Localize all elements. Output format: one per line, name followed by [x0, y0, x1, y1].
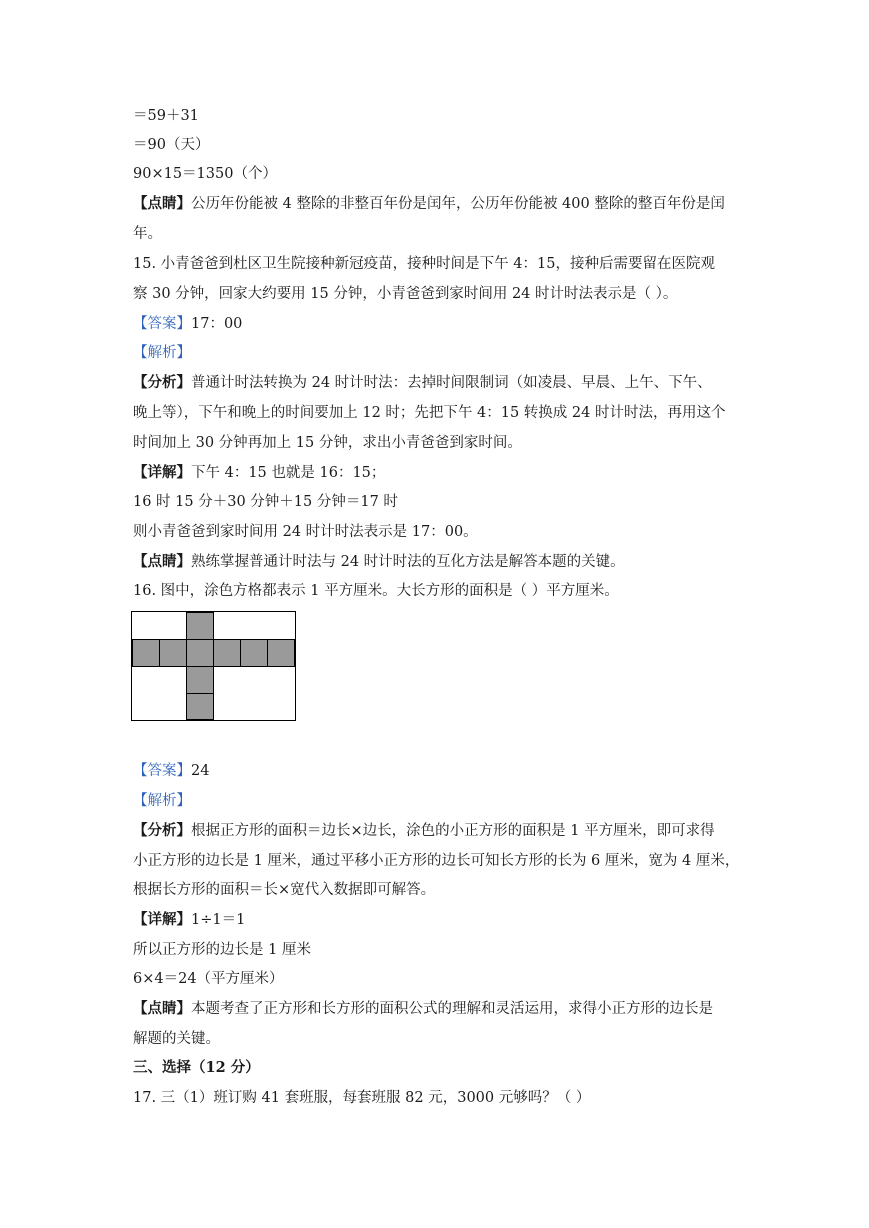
section-heading: 三、选择（12 分） — [133, 1059, 260, 1076]
calc-line-2: ＝90（天） — [133, 137, 210, 153]
shaded-square — [159, 639, 187, 667]
fenxi-16-line-2: 小正方形的边长是 1 厘米，通过平移小正方形的边长可知长方形的长为 6 厘米，宽为 4 厘米， — [133, 853, 740, 869]
dianjing-text: 公历年份能被 4 整除的非整百年份是闰年，公历年份能被 400 整除的整百年份是闰 — [191, 196, 725, 212]
shaded-square — [186, 666, 214, 694]
question-16: 16. 图中，涂色方格都表示 1 平方厘米。大长方形的面积是（ ）平方厘米。 — [133, 583, 619, 599]
dianjing-15 — [133, 552, 743, 572]
xiangjie-16-line-2: 所以正方形的边长是 1 厘米 — [133, 942, 311, 958]
dianjing-16-line-1 — [133, 999, 743, 1019]
shaded-square — [186, 612, 214, 640]
answer-tag: 【答案】 — [133, 763, 191, 779]
fenxi-16-line-3: 根据长方形的面积＝长×宽代入数据即可解答。 — [133, 882, 436, 898]
fenxi-tag: 【分析】 — [133, 374, 191, 391]
dianjing-tag: 【点睛】 — [133, 553, 191, 570]
area-figure — [131, 611, 296, 721]
dianjing-tag: 【点睛】 — [133, 1000, 191, 1017]
xiangjie-15-line-3: 则小青爸爸到家时间用 24 时计时法表示是 17：00。 — [133, 524, 478, 540]
xiangjie-16-line-3: 6×4＝24（平方厘米） — [133, 971, 284, 987]
xiangjie-15-line-2: 16 时 15 分＋30 分钟＋15 分钟＝17 时 — [133, 494, 398, 510]
dianjing-tag: 【点睛】 — [133, 195, 191, 212]
dianjing-text: 本题考查了正方形和长方形的面积公式的理解和灵活运用，求得小正方形的边长是 — [191, 1001, 713, 1017]
fenxi-text: 根据正方形的面积＝边长×边长，涂色的小正方形的面积是 1 平方厘米，即可求得 — [191, 823, 715, 839]
question-15-line-1: 15. 小青爸爸到杜区卫生院接种新冠疫苗，接种时间是下午 4：15，接种后需要留在医院观 — [133, 256, 715, 272]
calc-line-1: ＝59＋31 — [133, 108, 199, 124]
jiexi-16: 【解析】 — [133, 793, 191, 809]
answer-16 — [133, 761, 743, 781]
fenxi-15-line-2: 晚上等），下午和晚上的时间要加上 12 时；先把下午 4：15 转换成 24 时计时法，再用这个 — [133, 405, 726, 421]
answer-value: 24 — [191, 763, 210, 779]
dianjing-16-line-2: 解题的关键。 — [133, 1031, 220, 1047]
jiexi-15: 【解析】 — [133, 345, 191, 361]
xiangjie-tag: 【详解】 — [133, 464, 191, 481]
fenxi-15-line-3: 时间加上 30 分钟再加上 15 分钟，求出小青爸爸到家时间。 — [133, 435, 522, 451]
xiangjie-15-line-1 — [133, 463, 743, 483]
xiangjie-tag: 【详解】 — [133, 911, 191, 928]
shaded-square — [213, 639, 241, 667]
xiangjie-16-line-1 — [133, 910, 743, 930]
fenxi-tag: 【分析】 — [133, 822, 191, 839]
xiangjie-text: 下午 4：15 也就是 16：15； — [191, 465, 386, 481]
answer-value: 17：00 — [191, 316, 243, 332]
dianjing-14-cont: 年。 — [133, 226, 162, 242]
dianjing-text: 熟练掌握普通计时法与 24 时计时法的互化方法是解答本题的关键。 — [191, 554, 625, 570]
shaded-square — [132, 639, 160, 667]
dianjing-14 — [133, 194, 743, 214]
fenxi-16-line-1 — [133, 821, 743, 841]
shaded-square — [267, 639, 295, 667]
shaded-square — [240, 639, 268, 667]
fenxi-15-line-1 — [133, 373, 743, 393]
shaded-square — [186, 639, 214, 667]
question-17: 17. 三（1）班订购 41 套班服，每套班服 82 元，3000 元够吗？（ ） — [133, 1090, 591, 1106]
question-15-line-2: 察 30 分钟，回家大约要用 15 分钟，小青爸爸到家时间用 24 时计时法表示是（ ）。 — [133, 286, 678, 302]
answer-tag: 【答案】 — [133, 316, 191, 332]
calc-line-3: 90×15＝1350（个） — [133, 166, 277, 182]
fenxi-text: 普通计时法转换为 24 时计时法：去掉时间限制词（如凌晨、早晨、上午、下午、 — [191, 375, 712, 391]
shaded-square — [186, 693, 214, 720]
xiangjie-text: 1÷1＝1 — [191, 912, 246, 928]
answer-15 — [133, 314, 743, 334]
